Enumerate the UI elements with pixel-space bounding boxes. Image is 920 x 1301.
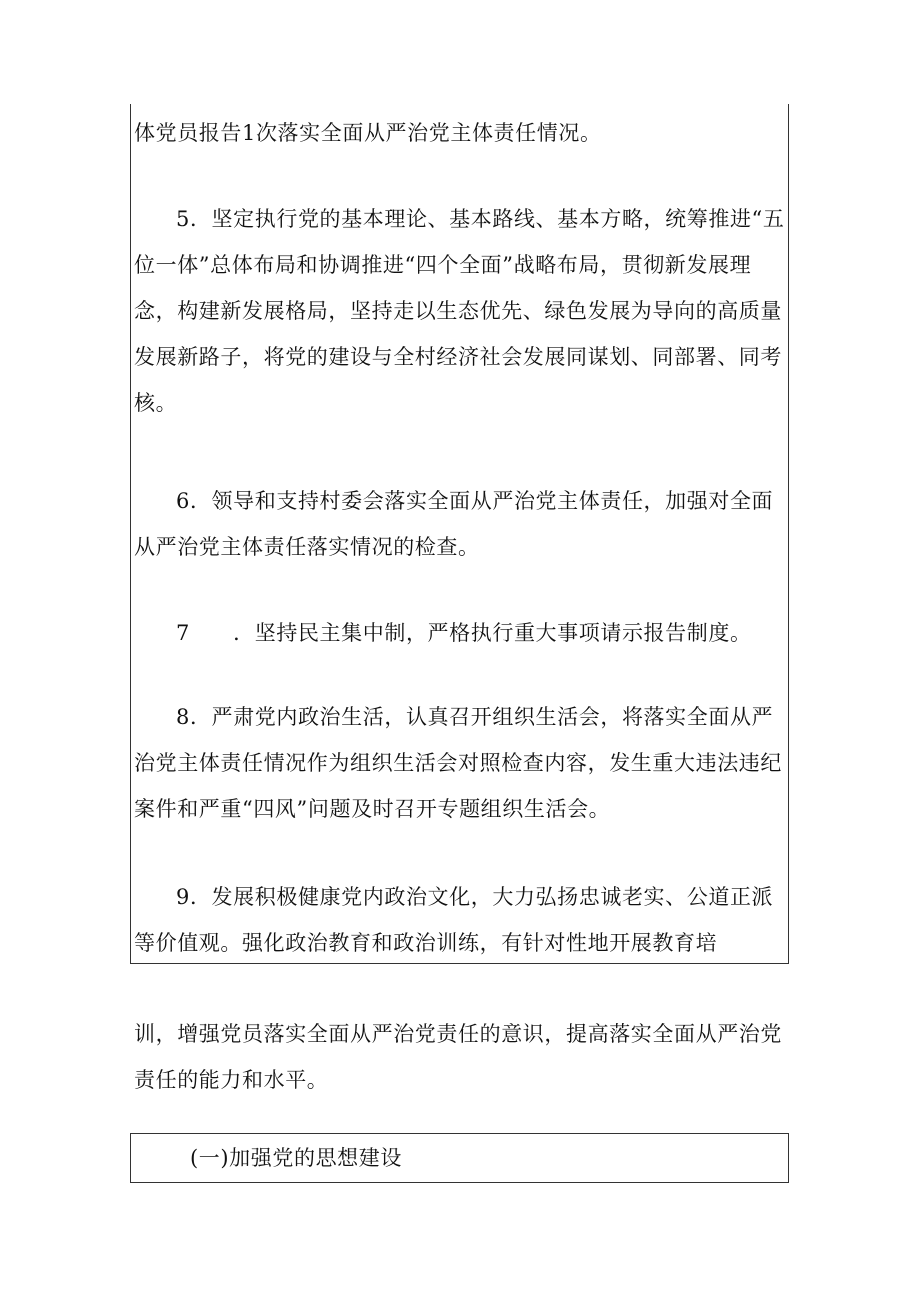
paragraph-item-6: 6．领导和支持村委会落实全面从严治党主体责任，加强对全面从严治党主体责任落实情况的检查。	[134, 489, 774, 559]
paragraph-item-9-continuation: 训，增强党员落实全面从严治党责任的意识，提高落实全面从严治党责任的能力和水平。	[134, 1022, 782, 1092]
paragraph-item-7: 7 ．坚持民主集中制，严格执行重大事项请示报告制度。	[176, 621, 752, 645]
paragraph-item-8: 8．严肃党内政治生活，认真召开组织生活会，将落实全面从严治党主体责任情况作为组织生活会对照检查内容，发生重大违法违纪案件和严重“四风”问题及时召开专题组织生活会。	[134, 705, 782, 821]
paragraph-continuation: 体党员报告1次落实全面从严治党主体责任情况。	[134, 121, 602, 145]
paragraph-item-5: 5．坚定执行党的基本理论、基本路线、基本方略，统筹推进“五位一体”总体布局和协调推进“四个全面”战略布局，贯彻新发展理念，构建新发展格局，坚持走以生态优先、绿色发展为导向的高质量发展新路子，将党的建设与全村经济社会发展同谋划、同部署、同考核。	[134, 207, 785, 415]
section-heading: (一)加强党的思想建设	[190, 1146, 402, 1170]
paragraph-item-9: 9．发展积极健康党内政治文化，大力弘扬忠诚老实、公道正派等价值观。强化政治教育和政治训练，有针对性地开展教育培	[134, 885, 774, 955]
